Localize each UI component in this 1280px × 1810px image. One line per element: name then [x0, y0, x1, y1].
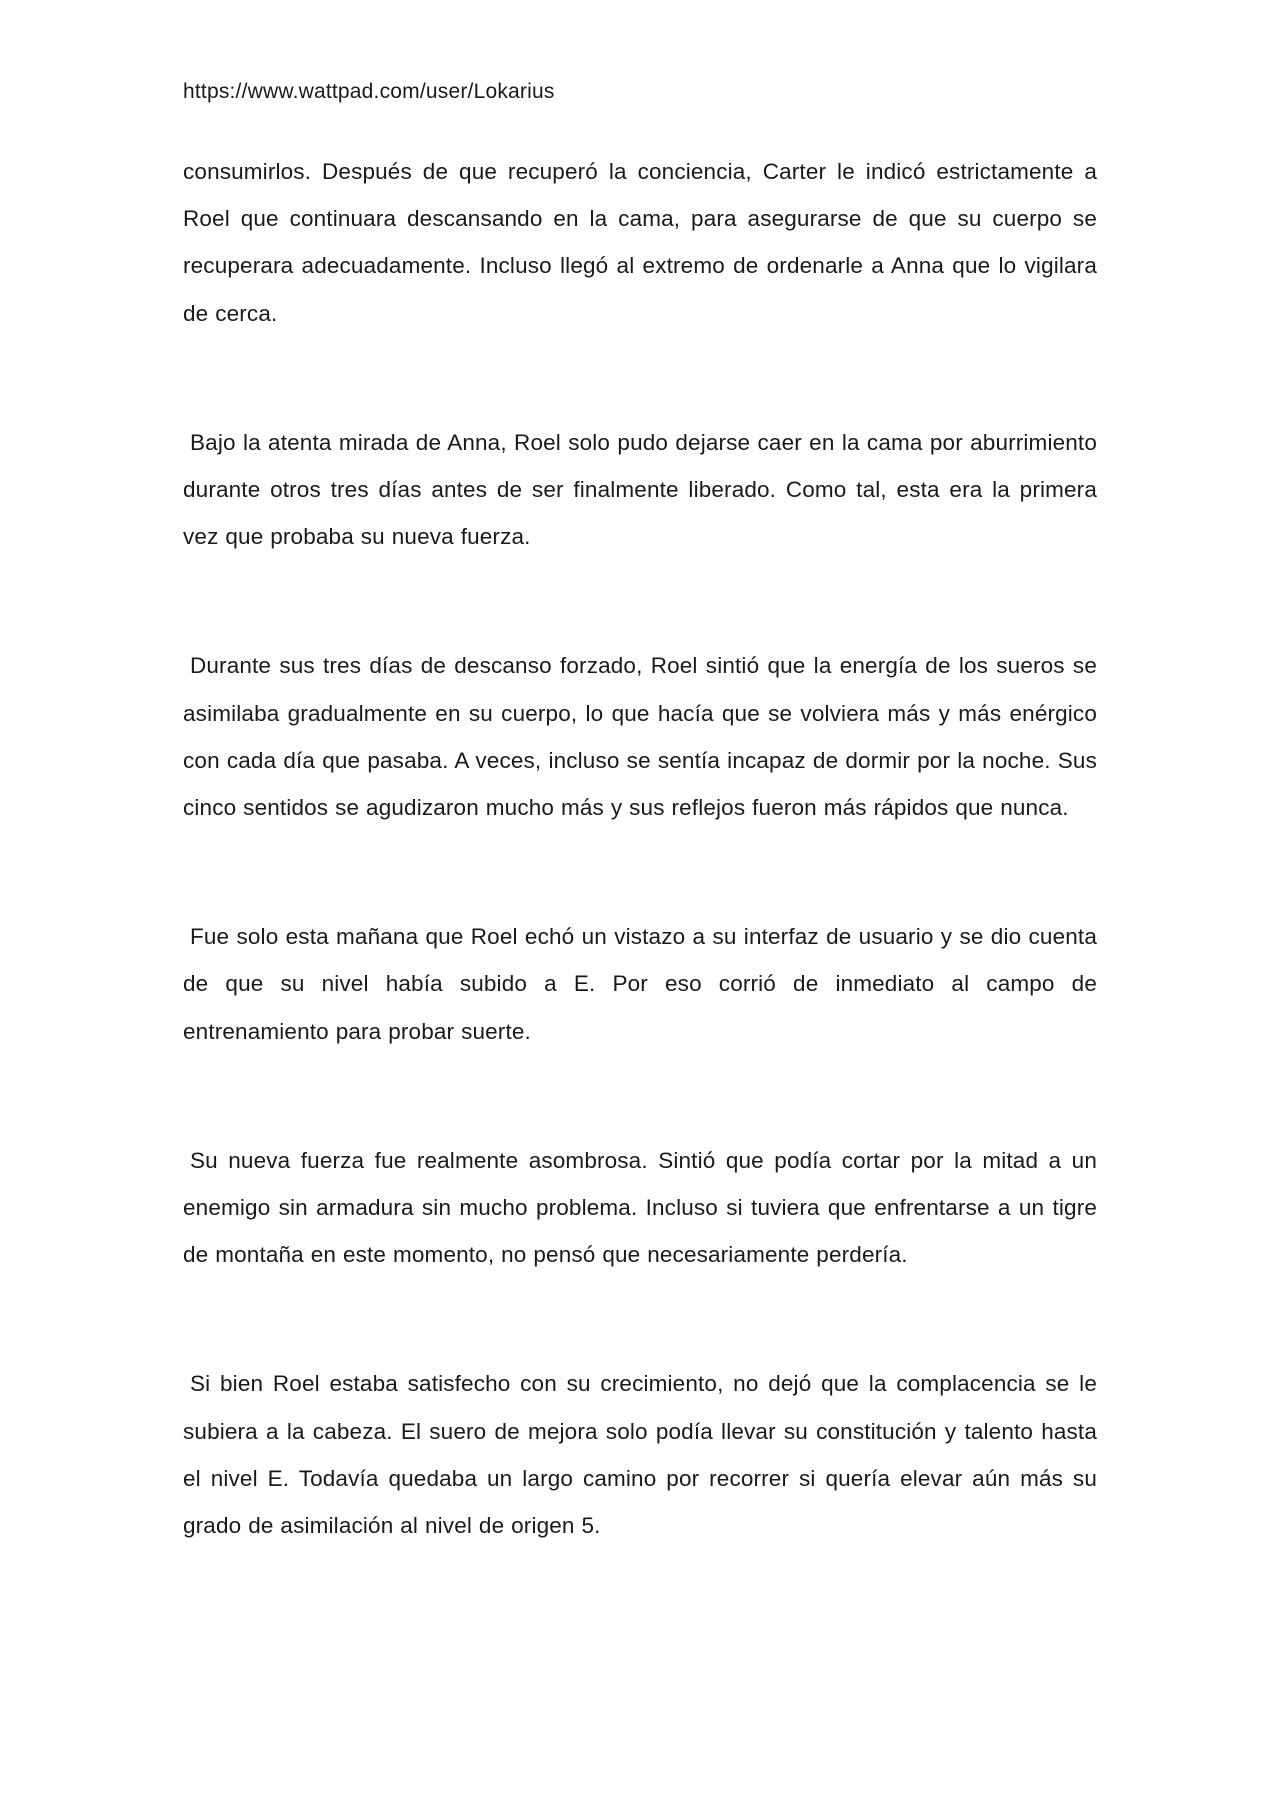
paragraph-5: Su nueva fuerza fue realmente asombrosa. Sintió que podía cortar por la mitad a un enemigo sin armadura sin mucho problema. Incluso si tuviera que enfrentarse a un tigre de montaña en este momento, no pensó que necesariamente perdería.	[183, 1147, 1097, 1268]
paragraph-1: consumirlos. Después de que recuperó la conciencia, Carter le indicó estrictamente a Roel que continuara descansando en la cama, para asegurarse de que su cuerpo se recuperara adecuadamente. Incluso llegó al extremo de ordenarle a Anna que lo vigilara de cerca.	[183, 159, 1097, 326]
paragraph-2: Bajo la atenta mirada de Anna, Roel solo pudo dejarse caer en la cama por aburrimiento durante otros tres días antes de ser finalmente liberado. Como tal, esta era la primera vez que probaba su nueva fuerza.	[183, 429, 1097, 550]
paragraph-3: Durante sus tres días de descanso forzado, Roel sintió que la energía de los sueros se asimilaba gradualmente en su cuerpo, lo que hacía que se volviera más y más enérgico con cada día que pasaba. A veces, incluso se sentía incapaz de dormir por la noche. Sus cinco sentidos se agudizaron mucho más y sus reflejos fueron más rápidos que nunca.	[183, 653, 1097, 821]
paragraph-4: Fue solo esta mañana que Roel echó un vistazo a su interfaz de usuario y se dio cuenta de que su nivel había subido a E. Por eso corrió de inmediato al campo de entrenamiento para probar suerte.	[183, 924, 1097, 1044]
document-body	[183, 148, 1097, 1549]
paragraph-6: Si bien Roel estaba satisfecho con su crecimiento, no dejó que la complacencia se le subiera a la cabeza. El suero de mejora solo podía llevar su constitución y talento hasta el nivel E. Todavía quedaba un largo camino por recorrer si quería elevar aún más su grado de asimilación al nivel de origen 5.	[183, 1371, 1097, 1539]
header-url: https://www.wattpad.com/user/Lokarius	[183, 80, 555, 103]
